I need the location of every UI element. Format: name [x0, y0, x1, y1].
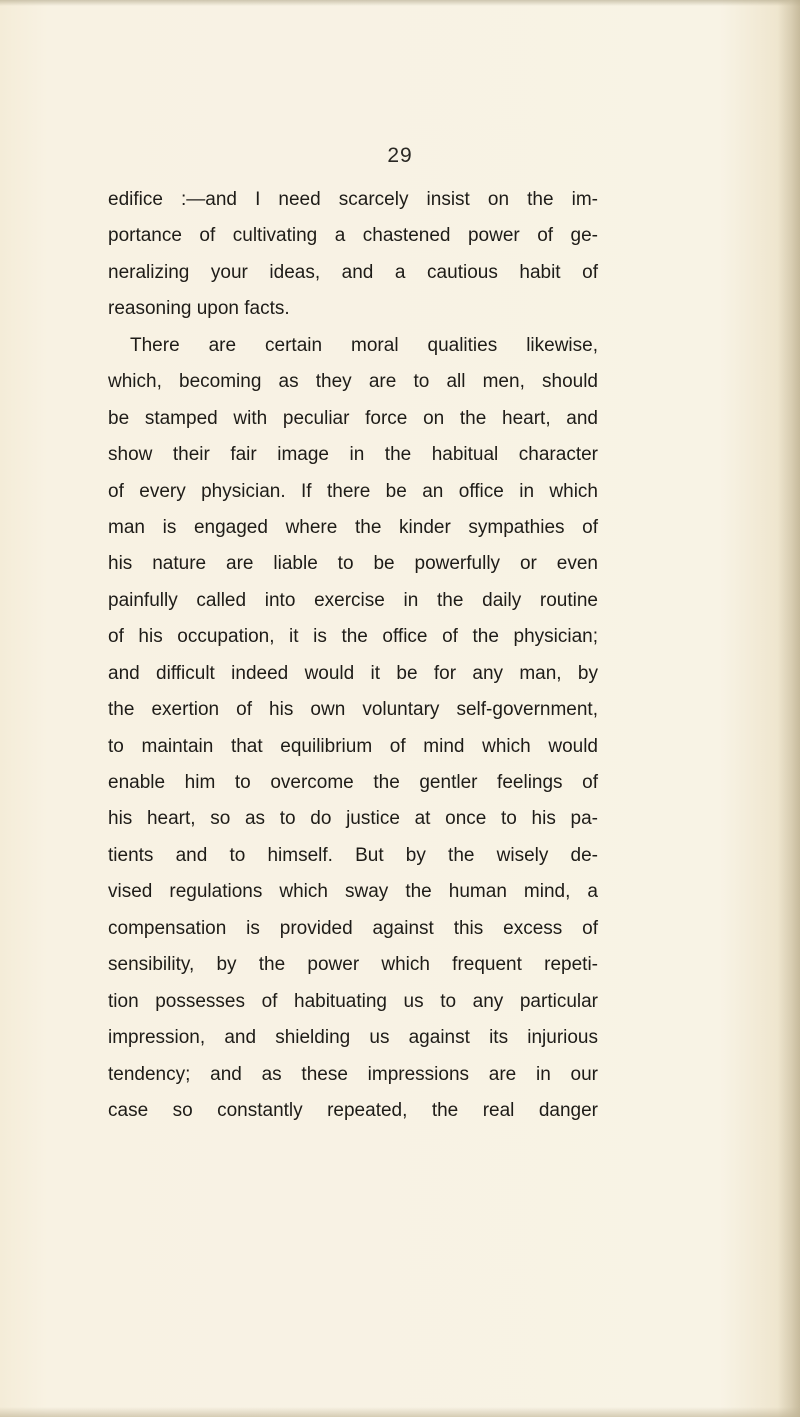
text-line: There are certain moral qualities likewise, [130, 334, 598, 356]
text-line: compensation is provided against this excess of [108, 917, 598, 939]
text-line: man is engaged where the kinder sympathies of [108, 516, 598, 538]
text-line: tendency; and as these impressions are in our [108, 1063, 598, 1085]
text-line: the exertion of his own voluntary self-government, [108, 699, 598, 721]
text-line: his heart, so as to do justice at once to his pa- [108, 808, 598, 830]
text-line: which, becoming as they are to all men, should [108, 371, 598, 393]
text-line: portance of cultivating a chastened power of ge- [108, 225, 598, 247]
page-right-edge [778, 0, 800, 1417]
text-line: neralizing your ideas, and a cautious habit of [108, 261, 598, 283]
text-line: tion possesses of habituating us to any particular [108, 990, 598, 1012]
text-line: to maintain that equilibrium of mind which would [108, 735, 598, 757]
page-top-edge [0, 0, 800, 6]
text-line: of his occupation, it is the office of the physician; [108, 626, 598, 648]
text-line: show their fair image in the habitual character [108, 444, 598, 466]
page-number: 29 [387, 144, 413, 167]
text-line: edifice :—and I need scarcely insist on the im- [108, 189, 598, 210]
text-line: enable him to overcome the gentler feelings of [108, 772, 598, 793]
text-line: sensibility, by the power which frequent repeti- [108, 954, 598, 976]
text-line: tients and to himself. But by the wisely de- [108, 844, 598, 866]
text-line: reasoning upon facts. [108, 298, 290, 320]
page-bottom-edge [0, 1407, 800, 1417]
text-line: impression, and shielding us against its injurious [108, 1027, 598, 1049]
text-line: vised regulations which sway the human mind, a [108, 881, 598, 903]
text-line: case so constantly repeated, the real danger [108, 1099, 598, 1121]
text-line: his nature are liable to be powerfully or even [108, 553, 598, 575]
body-text [108, 182, 598, 1129]
text-line: painfully called into exercise in the daily routine [108, 589, 598, 611]
text-line: of every physician. If there be an office in which [108, 480, 598, 502]
text-line: be stamped with peculiar force on the heart, and [108, 407, 598, 429]
text-line: and difficult indeed would it be for any man, by [108, 662, 598, 684]
